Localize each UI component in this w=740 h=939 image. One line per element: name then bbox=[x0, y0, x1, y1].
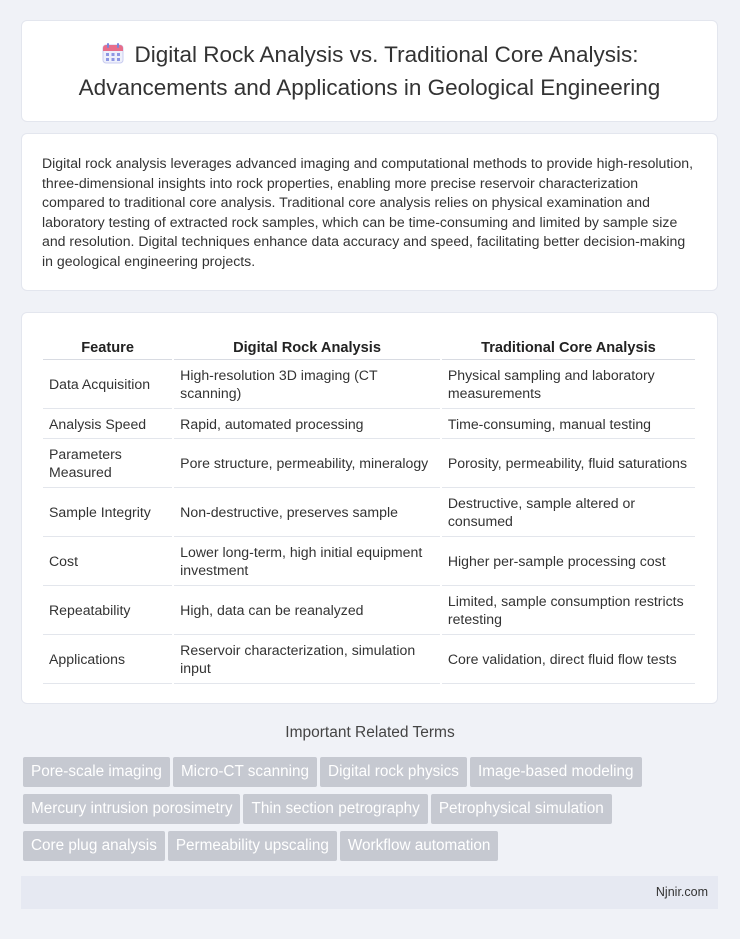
digital-cell: Lower long-term, high initial equipment investment bbox=[174, 537, 440, 586]
traditional-cell: Porosity, permeability, fluid saturations bbox=[442, 439, 695, 488]
title-line-2: Advancements and Applications in Geological Engineering bbox=[78, 74, 661, 100]
related-terms-list bbox=[23, 757, 723, 868]
page-title bbox=[59, 40, 681, 103]
related-terms-heading: Important Related Terms bbox=[285, 724, 455, 741]
feature-cell: Analysis Speed bbox=[43, 409, 172, 439]
related-term-tag[interactable]: Permeability upscaling bbox=[168, 831, 337, 861]
traditional-cell: Physical sampling and laboratory measurements bbox=[442, 360, 695, 409]
related-term-tag[interactable]: Petrophysical simulation bbox=[431, 794, 612, 824]
traditional-cell: Time-consuming, manual testing bbox=[442, 409, 695, 439]
footer-site-link[interactable]: Njnir.com bbox=[655, 885, 708, 899]
table-row bbox=[43, 439, 695, 488]
footer bbox=[21, 876, 718, 909]
title-card bbox=[21, 20, 718, 122]
feature-cell: Applications bbox=[43, 635, 172, 684]
intro-card bbox=[21, 133, 718, 291]
table-row bbox=[43, 488, 695, 537]
related-term-tag[interactable]: Pore-scale imaging bbox=[23, 757, 170, 787]
table-header-row bbox=[43, 333, 695, 360]
related-term-tag[interactable]: Workflow automation bbox=[340, 831, 499, 861]
digital-cell: Rapid, automated processing bbox=[174, 409, 440, 439]
related-term-tag[interactable]: Image-based modeling bbox=[470, 757, 642, 787]
related-term-tag[interactable]: Micro-CT scanning bbox=[173, 757, 317, 787]
header-feature: Feature bbox=[43, 333, 172, 360]
table-row bbox=[43, 360, 695, 409]
digital-cell: Pore structure, permeability, mineralogy bbox=[174, 439, 440, 488]
related-term-tag[interactable]: Thin section petrography bbox=[243, 794, 427, 824]
feature-cell: Sample Integrity bbox=[43, 488, 172, 537]
table-row bbox=[43, 635, 695, 684]
feature-cell: Repeatability bbox=[43, 586, 172, 635]
related-term-tag[interactable]: Digital rock physics bbox=[320, 757, 467, 787]
feature-cell: Data Acquisition bbox=[43, 360, 172, 409]
digital-cell: Non-destructive, preserves sample bbox=[174, 488, 440, 537]
traditional-cell: Destructive, sample altered or consumed bbox=[442, 488, 695, 537]
feature-cell: Parameters Measured bbox=[43, 439, 172, 488]
comparison-table bbox=[41, 333, 697, 684]
digital-cell: High-resolution 3D imaging (CT scanning) bbox=[174, 360, 440, 409]
traditional-cell: Higher per-sample processing cost bbox=[442, 537, 695, 586]
traditional-cell: Limited, sample consumption restricts retesting bbox=[442, 586, 695, 635]
digital-cell: Reservoir characterization, simulation input bbox=[174, 635, 440, 684]
intro-paragraph: Digital rock analysis leverages advanced imaging and computational methods to provide high-resolution, three-dimensional insights into rock properties, enabling more precise reservoir characterization compared to traditional core analysis. Traditional core analysis relies on physical examination and laboratory testing of extracted rock samples, which can be time-consuming and limited by sample size and resolution. Digital techniques enhance data accuracy and speed, facilitating better decision-making in geological engineering projects. bbox=[42, 155, 694, 269]
related-term-tag[interactable]: Mercury intrusion porosimetry bbox=[23, 794, 240, 824]
comparison-card bbox=[21, 312, 718, 704]
calendar-icon bbox=[101, 41, 125, 73]
table-row bbox=[43, 409, 695, 439]
table-row bbox=[43, 586, 695, 635]
title-line-1: Digital Rock Analysis vs. Traditional Core Analysis: bbox=[134, 41, 639, 67]
digital-cell: High, data can be reanalyzed bbox=[174, 586, 440, 635]
table-row bbox=[43, 537, 695, 586]
related-term-tag[interactable]: Core plug analysis bbox=[23, 831, 165, 861]
header-digital: Digital Rock Analysis bbox=[174, 333, 440, 360]
traditional-cell: Core validation, direct fluid flow tests bbox=[442, 635, 695, 684]
header-traditional: Traditional Core Analysis bbox=[442, 333, 695, 360]
feature-cell: Cost bbox=[43, 537, 172, 586]
